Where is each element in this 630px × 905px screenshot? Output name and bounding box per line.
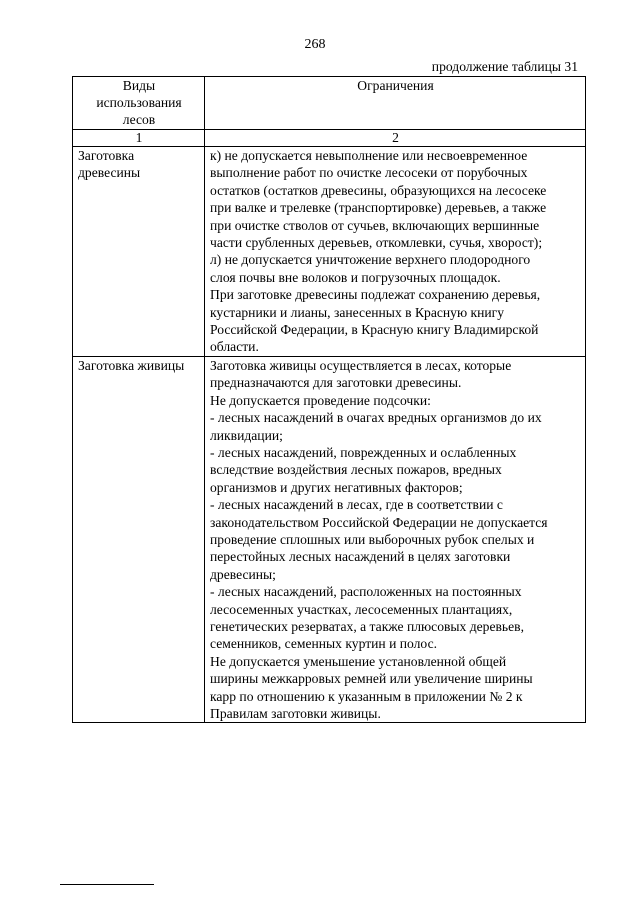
restriction-line: проведение сплошных или выборочных рубок спелых и bbox=[210, 531, 535, 547]
restriction-line: перестойных лесных насаждений в целях заготовки bbox=[210, 549, 511, 565]
restriction-line: лесосеменных участках, лесосеменных плантациях, bbox=[210, 601, 513, 617]
restriction-line: Не допускается проведение подсочки: bbox=[210, 392, 431, 408]
restriction-line: генетических резерватах, а также плюсовых деревьев, bbox=[210, 618, 524, 634]
restrictions-cell bbox=[205, 356, 586, 723]
restriction-line: карр по отношению к указанным в приложении № 2 к bbox=[210, 688, 523, 704]
restriction-line: к) не допускается невыполнение или несвоевременное bbox=[210, 148, 528, 163]
restriction-line: законодательством Российской Федерации не допускается bbox=[210, 514, 548, 530]
restrictions-table bbox=[72, 76, 586, 723]
restriction-line: - лесных насаждений, расположенных на постоянных bbox=[210, 584, 522, 600]
restriction-line: Правилам заготовки живицы. bbox=[210, 706, 381, 721]
forest-use-type-line: Заготовка живицы bbox=[78, 357, 185, 373]
restriction-line: - лесных насаждений, поврежденных и ослабленных bbox=[210, 444, 517, 460]
table-row bbox=[73, 147, 586, 357]
table-row bbox=[73, 356, 586, 723]
restrictions-cell bbox=[205, 147, 586, 357]
restriction-line: остатков (остатков древесины, образующихся на лесосеке bbox=[210, 182, 547, 198]
restriction-line: древесины; bbox=[210, 566, 276, 582]
restriction-line: ликвидации; bbox=[210, 427, 283, 443]
header-col1-line: использования bbox=[96, 95, 182, 110]
restriction-line: области. bbox=[210, 339, 259, 355]
column-number: 2 bbox=[205, 130, 586, 147]
column-number-row bbox=[73, 130, 586, 147]
restriction-line: при очистке стволов от сучьев, включающих вершинные bbox=[210, 217, 540, 233]
restriction-line: кустарники и лианы, занесенных в Красную книгу bbox=[210, 304, 505, 320]
restriction-line: при валке и трелевке (транспортировке) деревьев, а также bbox=[210, 200, 547, 216]
restriction-line: л) не допускается уничтожение верхнего плодородного bbox=[210, 252, 531, 268]
header-col1-line: лесов bbox=[122, 112, 156, 127]
restriction-line: ширины межкарровых ремней или увеличение ширины bbox=[210, 671, 533, 687]
restriction-line: вследствие воздействия лесных пожаров, вредных bbox=[210, 462, 502, 478]
restriction-line: Не допускается уменьшение установленной общей bbox=[210, 653, 507, 669]
restriction-line: семенников, семенных куртин и полос. bbox=[210, 636, 437, 652]
restriction-line: - лесных насаждений в очагах вредных организмов до их bbox=[210, 410, 542, 426]
header-forest-use-type bbox=[73, 77, 205, 130]
header-col1-line: Виды bbox=[122, 78, 156, 93]
page-number: 268 bbox=[304, 37, 326, 52]
restriction-line: - лесных насаждений в лесах, где в соответствии с bbox=[210, 497, 503, 513]
restriction-line: организмов и других негативных факторов; bbox=[210, 479, 463, 495]
restriction-line: выполнение работ по очистке лесосеки от порубочных bbox=[210, 165, 528, 181]
header-restrictions: Ограничения bbox=[205, 77, 586, 130]
column-number: 1 bbox=[73, 130, 205, 147]
restriction-line: При заготовке древесины подлежат сохранению деревья, bbox=[210, 287, 541, 303]
forest-use-type-line: древесины bbox=[78, 165, 141, 181]
restriction-line: слоя почвы вне волоков и погрузочных площадок. bbox=[210, 269, 501, 285]
restriction-line: Российской Федерации, в Красную книгу Владимирской bbox=[210, 322, 539, 338]
forest-use-type-cell bbox=[73, 356, 205, 723]
table-continuation-label: продолжение таблицы 31 bbox=[431, 59, 578, 74]
restriction-line: предназначаются для заготовки древесины. bbox=[210, 375, 462, 391]
restriction-line: части срубленных деревьев, откомлевки, сучья, хворост); bbox=[210, 235, 543, 251]
forest-use-type-cell bbox=[73, 147, 205, 357]
footnote-separator bbox=[60, 884, 154, 885]
restriction-line: Заготовка живицы осуществляется в лесах, которые bbox=[210, 357, 512, 373]
forest-use-type-line: Заготовка bbox=[78, 148, 135, 163]
table-header-row bbox=[73, 77, 586, 130]
